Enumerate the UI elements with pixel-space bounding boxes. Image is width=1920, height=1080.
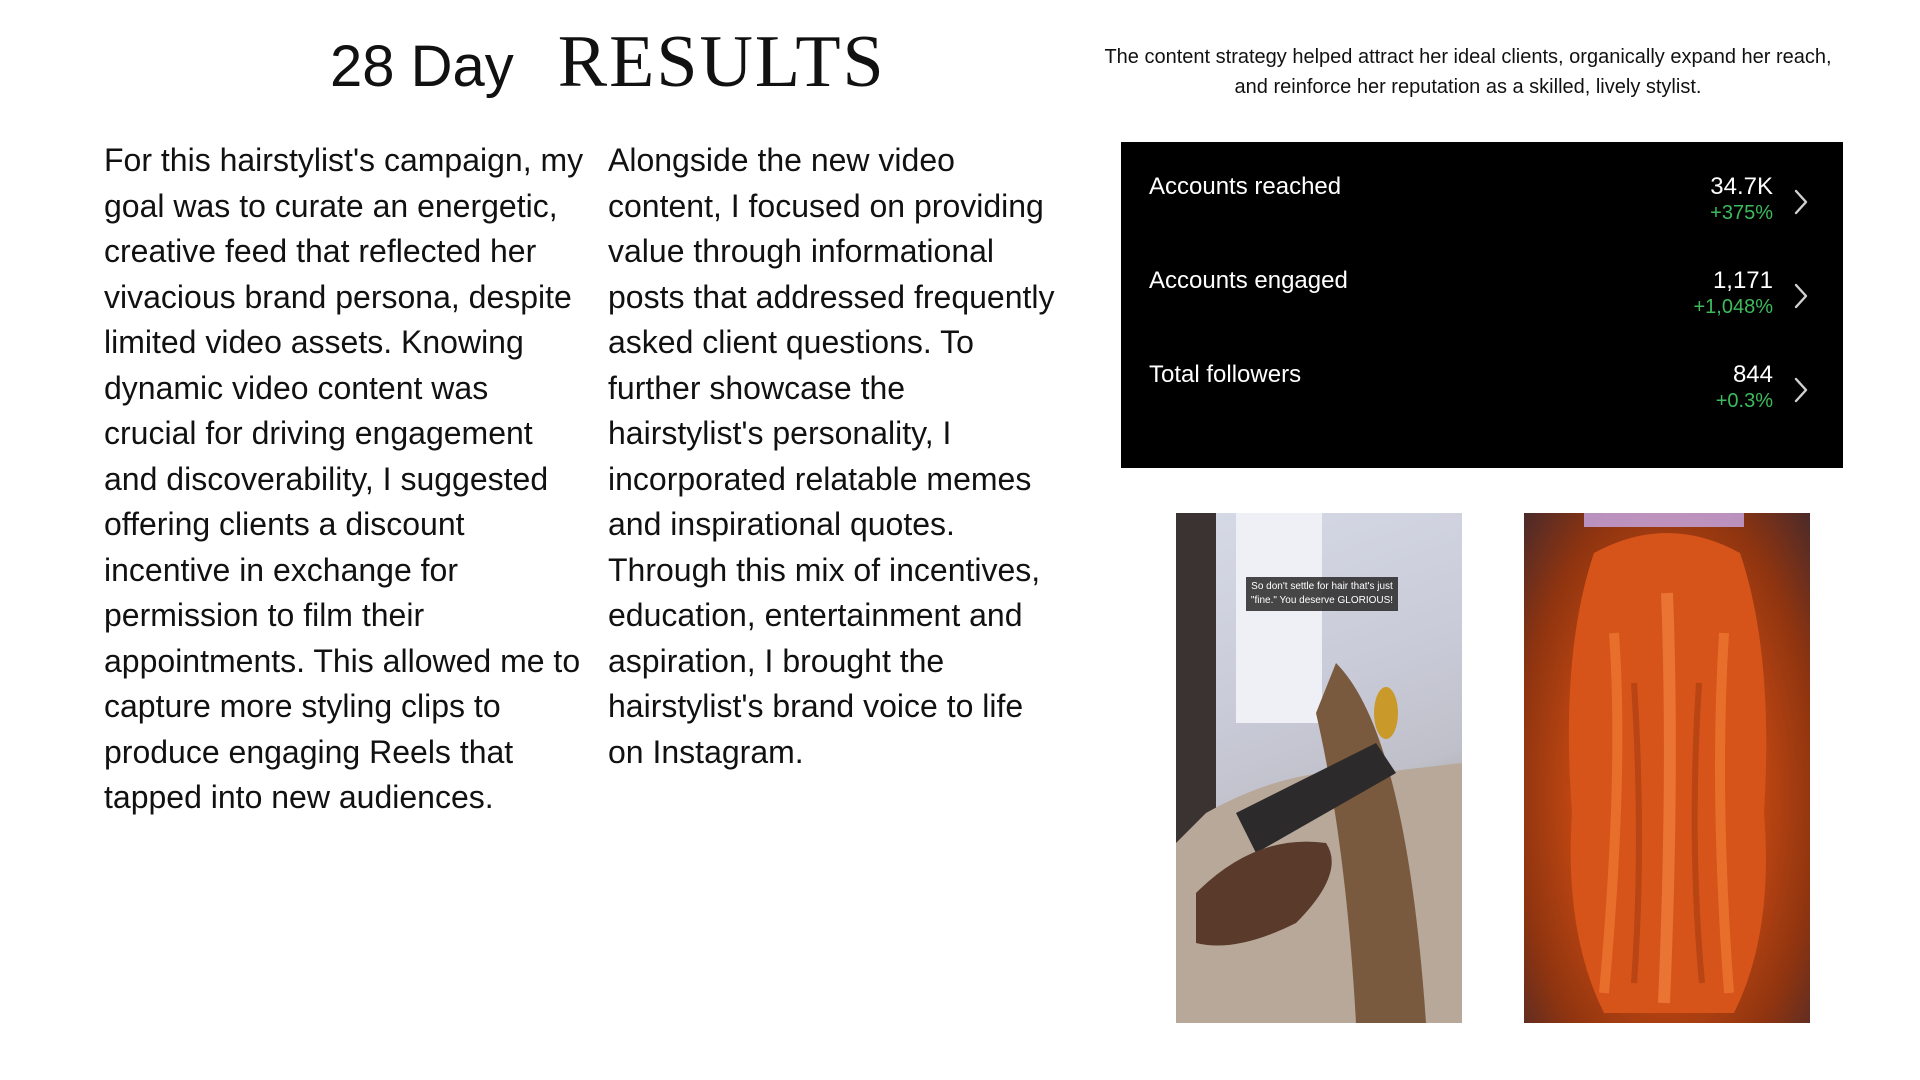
stat-value: 844 [1732,361,1773,388]
chevron-right-icon [1793,188,1809,216]
insights-panel [1121,142,1843,468]
red-hair-photo [1524,513,1810,1023]
stat-row-accounts-engaged[interactable] [1121,266,1843,336]
stat-value: 34.7K [1710,173,1773,200]
photo-caption: So don't settle for hair that's just "fine." You deserve GLORIOUS! [1246,577,1398,611]
subtitle: The content strategy helped attract her ideal clients, organically expand her reach, and reinforce her reputation as a skilled, lively stylist. [1104,46,1832,98]
title-word: RESULTS [557,21,886,103]
stat-value: 1,171 [1712,267,1773,294]
body-column-2: Alongside the new video content, I focused on providing value through informational posts that addressed frequently asked client questions. To further showcase the hairstylist's personality, I incorporated relatable memes and inspirational quotes. Through this mix of incentives, education, entertainment and aspiration, I brought the hairstylist's brand voice to life on Instagram. [608,142,1055,770]
red-hair-illustration [1524,513,1810,1023]
page-title [330,20,886,110]
chevron-right-icon [1793,376,1809,404]
title-number: 28 Day [330,34,514,99]
curling-iron-photo [1176,513,1462,1023]
stat-change: +0.3% [1715,390,1773,412]
stat-label: Accounts engaged [1149,267,1348,294]
chevron-right-icon [1793,282,1809,310]
stat-change: +375% [1710,202,1773,224]
stat-label: Total followers [1149,361,1302,388]
stat-change: +1,048% [1693,296,1773,318]
stat-row-total-followers[interactable] [1121,360,1843,430]
stat-row-accounts-reached[interactable] [1121,172,1843,242]
body-column-1: For this hairstylist's campaign, my goal was to curate an energetic, creative feed that reflected her vivacious brand persona, despite limited video assets. Knowing dynamic video content was crucial for driving engagement and discoverability, I suggested offering clients a discount incentive in exchange for permission to film their appointments. This allowed me to capture more styling clips to produce engaging Reels that tapped into new audiences. [104,142,584,815]
stat-label: Accounts reached [1149,173,1342,200]
